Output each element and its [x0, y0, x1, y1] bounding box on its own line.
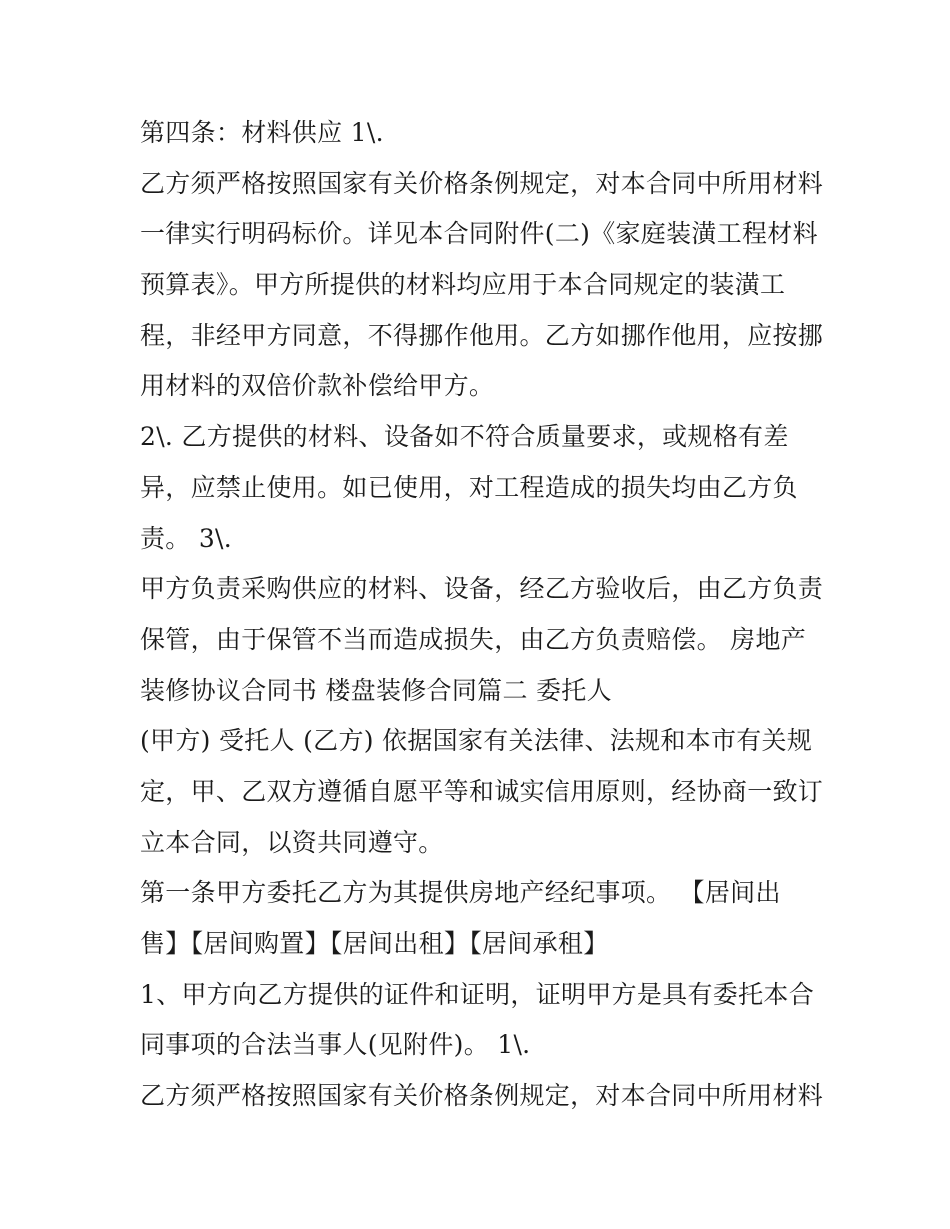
text-line: (甲方) 受托人 (乙方) 依据国家有关法律、法规和本市有关规 [140, 726, 813, 756]
text-line: 乙方须严格按照国家有关价格条例规定，对本合同中所用材料 [140, 1081, 824, 1111]
document-body [140, 108, 830, 1122]
text-line: 1、甲方向乙方提供的证件和证明，证明甲方是具有委托本合 [140, 979, 815, 1009]
text-line: 立本合同，以资共同遵守。 [140, 827, 444, 857]
text-line: 同事项的合法当事人(见附件)。 1\. [140, 1030, 531, 1060]
text-line: 乙方须严格按照国家有关价格条例规定，对本合同中所用材料 [140, 168, 824, 198]
text-line: 用材料的双倍价款补偿给甲方。 [140, 371, 495, 401]
text-line: 一律实行明码标价。详见本合同附件(二)《家庭装潢工程材料 [140, 219, 818, 249]
text-line: 售】【居间购置】【居间出租】【居间承租】 [140, 929, 609, 958]
text-line: 甲方负责采购供应的材料、设备，经乙方验收后，由乙方负责 [140, 574, 824, 604]
text-line: 装修协议合同书 楼盘装修合同篇二 委托人 [140, 675, 612, 705]
text-line: 程，非经甲方同意，不得挪作他用。乙方如挪作他用，应按挪 [140, 320, 824, 350]
text-line: 第四条：材料供应 1\. [140, 118, 384, 147]
text-line: 责。 3\. [140, 523, 233, 553]
text-line: 定，甲、乙双方遵循自愿平等和诚实信用原则，经协商一致订 [140, 776, 824, 806]
text-line: 保管，由于保管不当而造成损失，由乙方负责赔偿。 房地产 [140, 624, 807, 654]
text-line: 第一条甲方委托乙方为其提供房地产经纪事项。 【居间出 [140, 878, 781, 908]
text-line: 异，应禁止使用。如已使用，对工程造成的损失均由乙方负 [140, 472, 798, 502]
text-line: 预算表》。甲方所提供的材料均应用于本合同规定的装潢工 [140, 270, 786, 300]
text-line: 2\. 乙方提供的材料、设备如不符合质量要求，或规格有差 [140, 422, 789, 452]
